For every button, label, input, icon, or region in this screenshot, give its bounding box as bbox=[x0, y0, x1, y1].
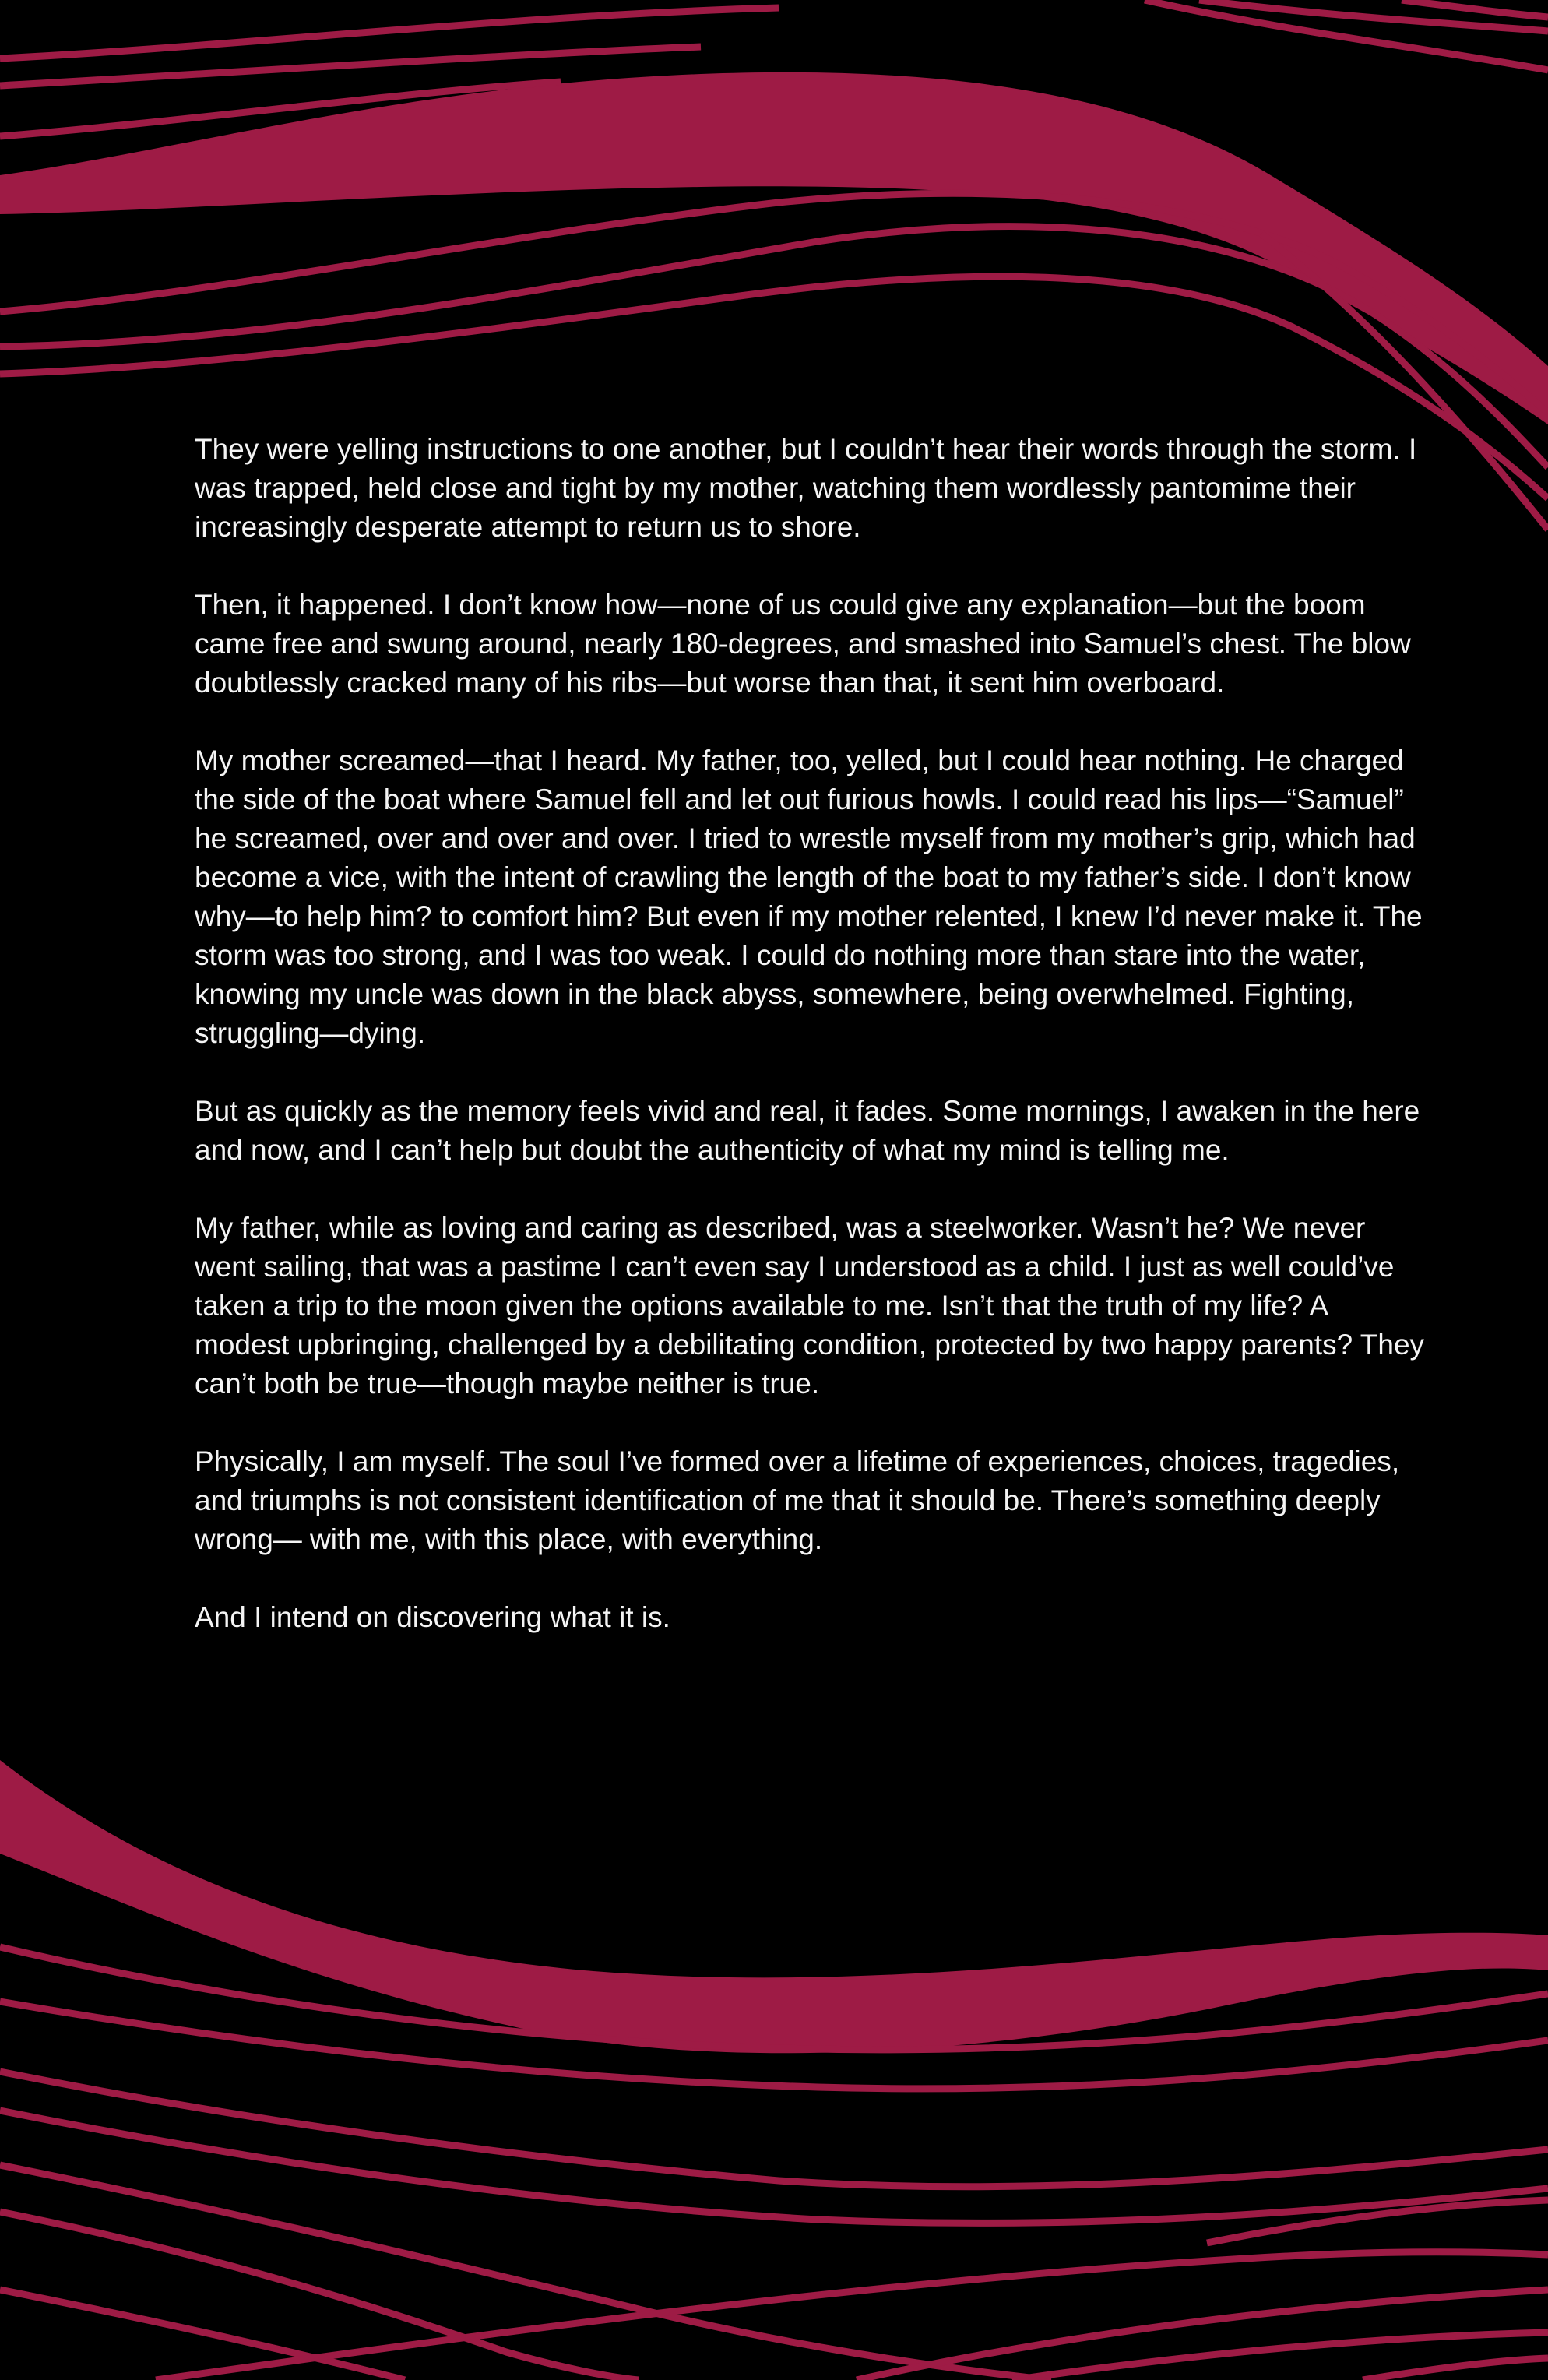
paragraph-6: Physically, I am myself. The soul I’ve formed over a lifetime of experiences, choices, tragedies, and triumphs is not consistent identification of me that it should be. There’s something deeply wrong— with me, with this place, with everything. bbox=[195, 1445, 1400, 1555]
bottom-wave-line-12 bbox=[156, 2252, 1548, 2380]
paragraph-4: But as quickly as the memory feels vivid and real, it fades. Some mornings, I awaken in the here and now, and I can’t help but doubt the authenticity of what my mind is telling me. bbox=[195, 1095, 1420, 1166]
bottom-wave-line-9 bbox=[1012, 2332, 1548, 2380]
paragraph-5: My father, while as loving and caring as described, was a steelworker. Wasn’t he? We never went sailing, that was a pastime I can’t even say I understood as a child. I just as well could’ve taken a trip to the moon given the options available to me. Isn’t that the truth of my life? A modest upbringing, challenged by a debilitating condition, protected by two happy parents? They can’t both be true—though maybe neither is true. bbox=[195, 1212, 1425, 1399]
paragraph-1: They were yelling instructions to one another, but I couldn’t hear their words through the storm. I was trapped, held close and tight by my mother, watching them wordlessly pantomime their increasingly desperate attempt to return us to shore. bbox=[195, 433, 1417, 543]
bottom-wave-decoration bbox=[0, 1745, 1548, 2380]
bottom-wave-ribbon bbox=[0, 1760, 1548, 2053]
bottom-wave-line-7 bbox=[0, 2290, 405, 2380]
bottom-wave-line-11 bbox=[1363, 2358, 1548, 2380]
bottom-wave-line-4 bbox=[0, 2111, 1548, 2223]
paragraph-3: My mother screamed—that I heard. My father, too, yelled, but I could hear nothing. He charged the side of the boat where Samuel fell and let out furious howls. I could read his lips—“Samuel” he screamed, over and over and over. I tried to wrestle myself from my mother’s grip, which had become a vice, with the intent of crawling the length of the boat to my father’s side. I don’t know why—to help him? to comfort him? But even if my mother relented, I knew I’d never make it. The storm was too strong, and I was too weak. I could do nothing more than stare into the water, knowing my uncle was down in the black abyss, somewhere, being overwhelmed. Fighting, struggling—dying. bbox=[195, 745, 1423, 1049]
paragraph-7: And I intend on discovering what it is. bbox=[195, 1601, 670, 1633]
paragraph-2: Then, it happened. I don’t know how—none of us could give any explanation—but the boom came free and swung around, nearly 180-degrees, and smashed into Samuel’s chest. The blow doubtlessly cracked many of his ribs—but worse than that, it sent him overboard. bbox=[195, 589, 1411, 699]
story-text bbox=[195, 430, 1425, 1637]
